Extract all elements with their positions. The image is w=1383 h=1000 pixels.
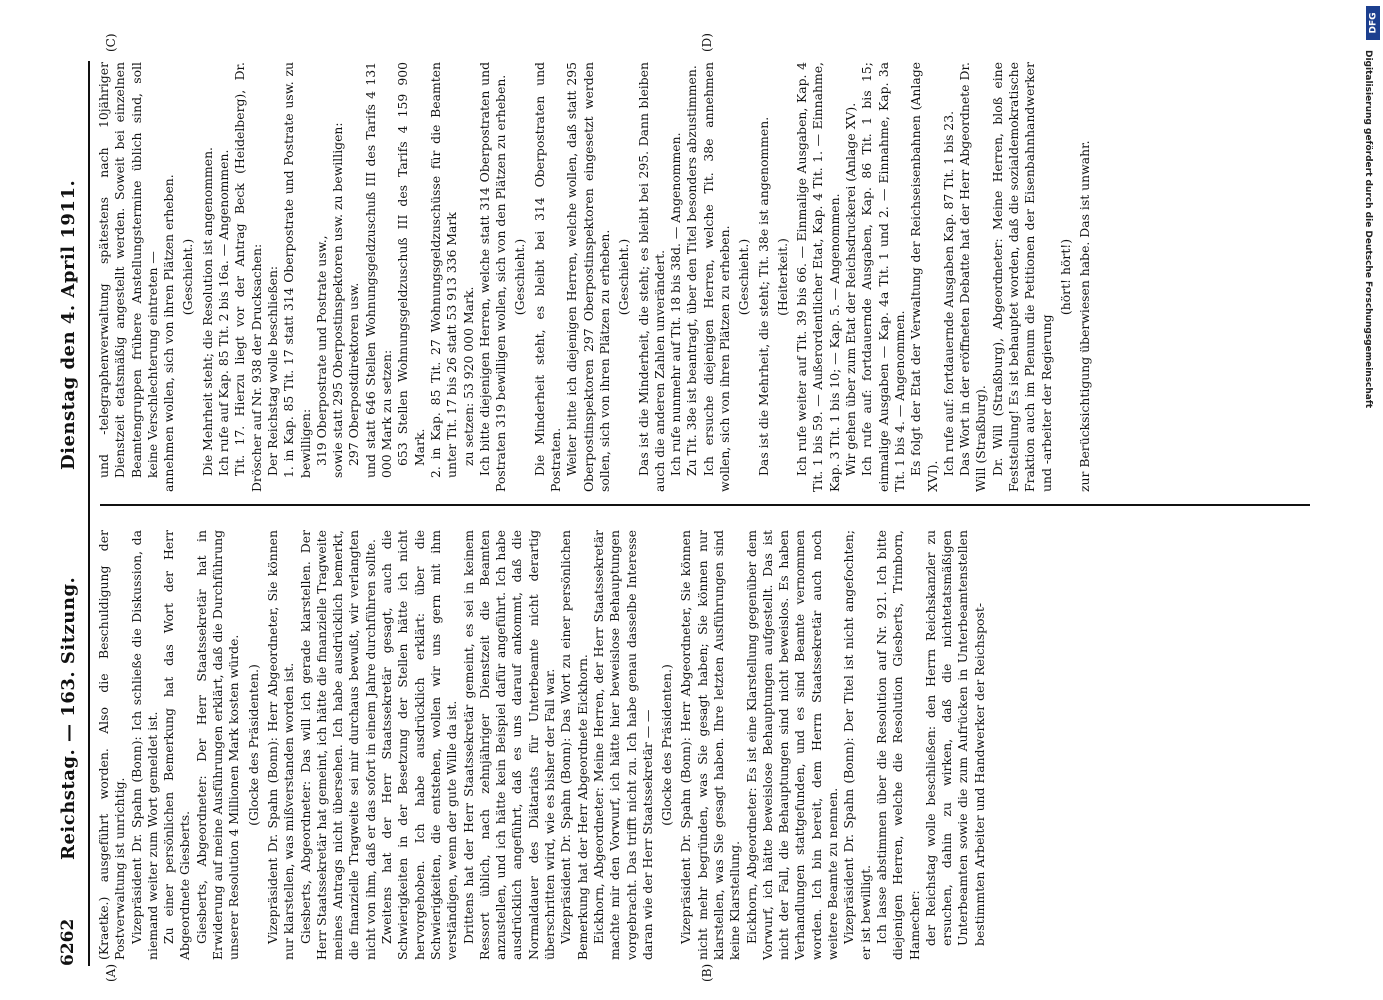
margin-mark-d: (D) [700,33,714,52]
margin-mark-b: (B) [700,963,714,982]
paragraph: Drittens hat der Herr Staatssekretär gemeint, es sei in keinem Ressort üblich, nach zehnjähriger Dienstzeit die Beamten anzustellen, und ich hätte kein Beispiel dafür angeführt. Ich habe ausdrücklich angeführt, daß es uns darauf ankommt, daß die Normaldauer des Diätariats für Unterbeamte nicht derartig überschritten wird, wie es bisher der Fall war. [460,530,558,960]
paragraph: Ich lasse abstimmen über die Resolution auf Nr. 921. Ich bitte diejenigen Herren, welche die Resolution Giesberts, Trimborn, Hamecher: [873,530,922,960]
paragraph: Tit. 17. Hierzu liegt vor der Antrag Beck (Heidelberg), Dr. Dröscher auf Nr. 938 der Drucksachen: [232,62,264,492]
paragraph: Dr. Will (Straßburg), Abgeordneter: Meine Herren, bloß eine Feststellung! Es ist behauptet worden, daß die sozialdemokratische Fraktion auch im Plenum die Petitionen der Eisenbahnhandwerker und -arbeiter der Regierung [989,62,1054,492]
margin-mark-a: (A) [104,963,118,982]
paragraph: Ich rufe auf: fortdauernde Ausgaben Kap. 87 Tit. 1 bis 23. [940,110,956,476]
paragraph: Giesberts, Abgeordneter: Der Herr Staatssekretär hat in Erwiderung auf meine Ausführungen erklärt, daß die Durchführung unserer Resolution 4 Millionen Mark kosten würde. [193,530,242,960]
paragraph: Wir gehen über zum Etat der Reichsdruckerei (Anlage XV). [843,102,859,476]
paragraph: Weiter bitte ich diejenigen Herren, welche wollen, daß statt 295 Oberpostinspektoren 297 Oberpostinspektoren eingesetzt werden sollen, sich von ihren Plätzen zu erheben. [564,62,612,492]
paragraph: Ich rufe nunmehr auf Tit. 18 bis 38d. — Angenommen. [668,132,684,476]
motion-subitem: 297 Oberpostdirektoren usw. [346,282,362,466]
paragraph: Giesberts, Abgeordneter: Das will ich gerade klarstellen. Der Herr Staatssekretär hat gemeint, ich hätte die finanzielle Tragweite meines Antrags nicht übersehen. Ich habe ausdrücklich bemerkt, die finanzielle Tragweite sei mir durchaus bewußt, wir verlangten nicht von ihm, daß er das sofort in einem Jahre durchführen sollte. [297,530,378,960]
column-divider [100,504,1310,506]
paragraph: Vizepräsident Dr. Spahn (Bonn): Der Titel ist nicht angefochten; er ist bewilligt. [841,530,873,960]
paragraph: Ich rufe weiter auf Tit. 39 bis 66. — Einmalige Ausgaben, Kap. 4 Tit. 1 bis 59. — Außerordentlicher Etat, Kap. 4 Tit. 1. — Einnahme, Kap. 3 Tit. 1 bis 10; — Kap. 5. — Angenommen. [794,62,842,492]
stage-direction: (Geschieht.) [736,238,752,316]
motion-item: und statt 646 Stellen Wohnungsgeldzuschuß III des Tarifs 4 131 000 Mark zu setzen: [362,62,395,478]
paragraph: (Kraetke.) ausgeführt worden. Also die Beschuldigung der Postverwaltung ist unrichtig. [96,530,128,960]
paragraph: Der Reichstag wolle beschließen: [264,265,280,476]
header-rule [88,61,90,966]
dfg-logo-text: DFG [1368,12,1379,34]
paragraph: Vizepräsident Dr. Spahn (Bonn): Herr Abgeordneter, Sie können nicht mehr begründen, was Sie gesagt haben; Sie können nur klarstellen, was Sie gesagt haben. Ihre letzten Ausführungen sind keine Klarstellung. [678,530,743,960]
right-column [96,62,1094,492]
paragraph: Vizepräsident Dr. Spahn (Bonn): Das Wort zu einer persönlichen Bemerkung hat der Herr Abgeordnete Eickhorn. [558,530,590,960]
paragraph: Vizepräsident Dr. Spahn (Bonn): Herr Abgeordneter, Sie können nur klarstellen, was mißverstanden worden ist. [264,530,297,960]
stage-direction: (Geschieht.) [180,238,196,316]
paragraph: Eickhorn, Abgeordneter: Es ist eine Klarstellung gegenüber dem Vorwurf, ich hätte beweislose Behauptungen aufgestellt. Das ist nicht der Fall, die Behauptungen sind nicht beweislos. Es haben Verhandlungen stattgefunden, und es sind Beamte vernommen worden. Ich bin bereit, dem Herrn Staatssekretär auch noch weitere Beamte zu nennen. [743,530,841,960]
stage-direction: (Geschieht.) [616,238,632,316]
paragraph: Ich ersuche diejenigen Herren, welche Tit. 38e annehmen wollen, sich von ihren Plätzen zu erheben. [700,62,732,492]
running-header-right: Dienstag den 4. April 1911. [58,179,79,470]
digitization-credit: Digitalisierung gefördert durch die Deutsche Forschungsgemeinschaft [1363,50,1373,409]
motion-item: 1. in Kap. 85 Tit. 17 statt 314 Oberpostrate und Postrate usw. zu bewilligen: [281,62,313,478]
page-number: 6262 [58,918,78,966]
paragraph: zur Berücksichtigung überwiesen habe. Das ist unwahr. [1077,140,1093,492]
stage-direction: (Heiterkeit.) [774,238,790,316]
paragraph: Das ist die Minderheit, die steht; es bleibt bei 295. Dann bleiben auch die anderen Zahlen unverändert. [635,62,667,492]
paragraph: Die Mehrheit steht; die Resolution ist angenommen. [199,147,215,476]
stage-direction: (Geschieht.) [512,238,528,316]
paragraph: Das Wort in der eröffneten Debatte hat der Herr Abgeordnete Dr. Will (Straßburg). [957,62,989,492]
paragraph: Ich rufe auf Kap. 85 Tit. 2 bis 16a. — Angenommen. [216,149,232,476]
paragraph: Ich bitte diejenigen Herren, welche statt 314 Oberpostraten und Postraten 319 bewilligen wollen, sich von den Plätzen zu erheben. [476,62,509,492]
paragraph: Die Minderheit steht, es bleibt bei 314 Oberpostraten und Postraten. [531,62,564,492]
paragraph: Es folgt der Etat der Verwaltung der Reichseisenbahnen (Anlage XVI). [908,62,940,492]
motion-item: sowie statt 295 Oberpostinspektoren usw. zu bewilligen: [330,122,346,478]
resolution-text: der Reichstag wolle beschließen: den Herrn Reichskanzler zu ersuchen, dahin zu wirken, daß die nichtetatsmäßigen Unterbeamten sowie die zum Aufrücken in Unterbeamtenstellen bestimmten Arbeiter und Handwerker der Reichspost- [922,530,987,946]
paragraph: Vizepräsident Dr. Spahn (Bonn): Ich schließe die Diskussion, da niemand weiter zum Wort gemeldet ist. [128,530,160,960]
motion-subitem: zu setzen: 53 920 000 Mark. [460,286,476,466]
paragraph: Eickhorn, Abgeordneter: Meine Herren, der Herr Staatssekretär machte mir den Vorwurf, ich hätte hier beweislose Behauptungen vorgebracht. Das trifft nicht zu. Ich habe genau dasselbe Interesse daran wie der Herr Staatssekretär — — [590,530,655,960]
motion-item: 2. in Kap. 85 Tit. 27 Wohnungsgeldzuschüsse für die Beamten unter Tit. 17 bis 26 statt 53 913 336 Mark [427,62,460,478]
paragraph: annehmen wollen, sich von ihren Plätzen erheben. [161,174,177,492]
paragraph: Ich rufe auf: fortdauernde Ausgaben, Kap. 86 Tit. 1 bis 15; einmalige Ausgaben — Kap. 4a Tit. 1 und 2. — Einnahme, Kap. 3a Tit. 1 bis 4. — Angenommen. [859,62,907,492]
paragraph: Zu einer persönlichen Bemerkung hat das Wort der Herr Abgeordnete Giesberts. [161,530,193,960]
stage-direction: (Glocke des Präsidenten.) [659,664,675,826]
running-header-left: Reichstag. — 163. Sitzung. [58,576,79,860]
stage-direction: (Glocke des Präsidenten.) [245,664,261,826]
motion-subitem: 319 Oberpostrate und Postrate usw., [313,235,329,466]
margin-mark-c: (C) [104,33,118,52]
stage-direction: (hört! hört!) [1057,238,1073,316]
motion-subitem: 653 Stellen Wohnungsgeldzuschuß III des Tarifs 4 159 900 Mark. [395,62,427,466]
paragraph: Das ist die Mehrheit, die steht; Tit. 38e ist angenommen. [755,116,771,476]
left-column [96,530,988,960]
resolution-text: und -telegraphenverwaltung spätestens nach 10jähriger Dienstzeit etatsmäßig angestellt werden. Soweit bei einzelnen Beamtengruppen frühere Anstellungstermine üblich sind, soll keine Verschlechterung eintreten — [96,62,160,478]
paragraph: Zweitens hat der Herr Staatssekretär gesagt, auch die Schwierigkeiten in der Besetzung der Stellen hätte ich nicht hervorgehoben. Ich habe ausdrücklich erklärt: über die Schwierigkeiten, die entstehen, wollen wir uns gern mit ihm verständigen, wenn der gute Wille da ist. [379,530,460,960]
paragraph: Zu Tit. 38e ist beantragt, über den Titel besonders abzustimmen. [684,65,700,476]
dfg-logo [1366,6,1380,40]
